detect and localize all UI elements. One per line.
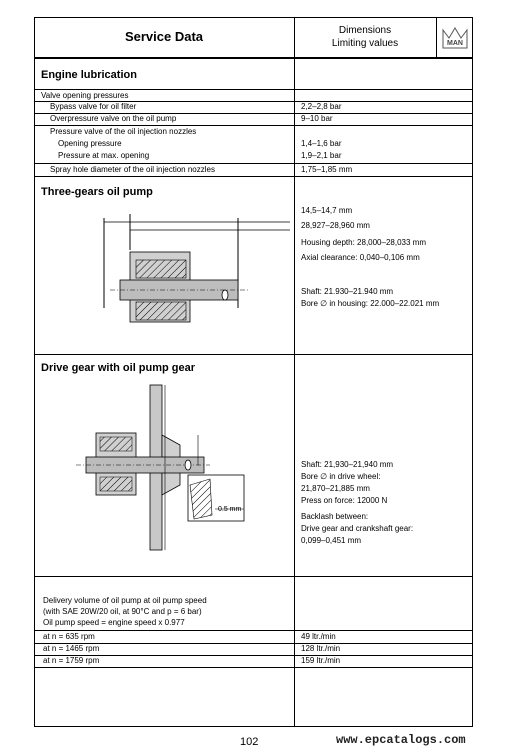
website-watermark[interactable]: www.epcatalogs.com [336,733,466,747]
pump-value: 28,927–28,960 mm [301,221,370,230]
section-title-drive: Drive gear with oil pump gear [41,362,196,374]
drive-value: Backlash between: [301,512,369,521]
lub-row-label: Spray hole diameter of the oil injection nozzles [50,165,215,174]
row-rule [34,125,473,126]
lub-row-label: Opening pressure [58,139,122,148]
logo-text: MAN [447,40,463,47]
lub-row-value: 2,2–2,8 bar [301,102,342,111]
lub-row-label: Valve opening pressures [41,91,129,100]
pump-value: 14,5–14,7 mm [301,206,353,215]
delivery-intro: Oil pump speed = engine speed x 0.977 [43,618,185,627]
drive-value: 0,099–0,451 mm [301,536,362,545]
delivery-row-label: at n = 635 rpm [43,632,95,641]
lub-row-label: Bypass valve for oil filter [50,102,137,111]
drive-value: Drive gear and crankshaft gear: [301,524,414,533]
pump-value: Axial clearance: 0,040–0,106 mm [301,253,420,262]
pump-value: Bore ∅ in housing: 22.000–22.021 mm [301,299,440,308]
drive-value: 21,870–21,885 mm [301,484,370,493]
dimensions-heading: Dimensions [338,25,392,36]
lub-row-label: Overpressure valve on the oil pump [50,114,177,123]
section-title-pump: Three-gears oil pump [41,186,153,198]
lub-row-label: Pressure at max. opening [58,151,150,160]
column-divider [294,58,295,727]
delivery-intro: Delivery volume of oil pump at oil pump speed [43,596,207,605]
header-logo-divider [436,17,437,58]
drive-dim-label: 0.5 mm [218,506,242,513]
man-logo [441,24,469,52]
row-rule [34,643,473,644]
pump-diagram [90,200,290,345]
delivery-row-label: at n = 1465 rpm [43,644,100,653]
row-rule [34,667,473,668]
row-rule [34,163,473,164]
pump-value: Shaft: 21.930–21.940 mm [301,287,394,296]
lub-row-value: 1,75–1,85 mm [301,165,353,174]
lub-row-label: Pressure valve of the oil injection nozzles [50,127,197,136]
drive-value: Bore ∅ in drive wheel: [301,472,381,481]
delivery-row-value: 159 ltr./min [301,656,341,665]
row-rule [34,354,473,355]
lub-row-value: 1,9–2,1 bar [301,151,342,160]
drive-diagram [60,375,290,555]
page-title: Service Data [124,29,204,44]
row-rule [34,630,473,631]
row-rule [34,89,473,90]
row-rule [34,655,473,656]
drive-value: Shaft: 21,930–21,940 mm [301,460,394,469]
delivery-row-value: 128 ltr./min [301,644,341,653]
section-title-lubrication: Engine lubrication [41,69,137,81]
row-rule [34,576,473,577]
drive-value: Press on force: 12000 N [301,496,388,505]
delivery-row-label: at n = 1759 rpm [43,656,100,665]
row-rule [34,176,473,177]
pump-value: Housing depth: 28,000–28,033 mm [301,238,426,247]
limiting-values-heading: Limiting values [331,38,399,49]
lub-row-value: 1,4–1,6 bar [301,139,342,148]
delivery-row-value: 49 ltr./min [301,632,336,641]
delivery-intro: (with SAE 20W/20 oil, at 90°C and p = 6 bar) [43,607,202,616]
page-number: 102 [240,736,259,748]
lub-row-value: 9–10 bar [301,114,333,123]
